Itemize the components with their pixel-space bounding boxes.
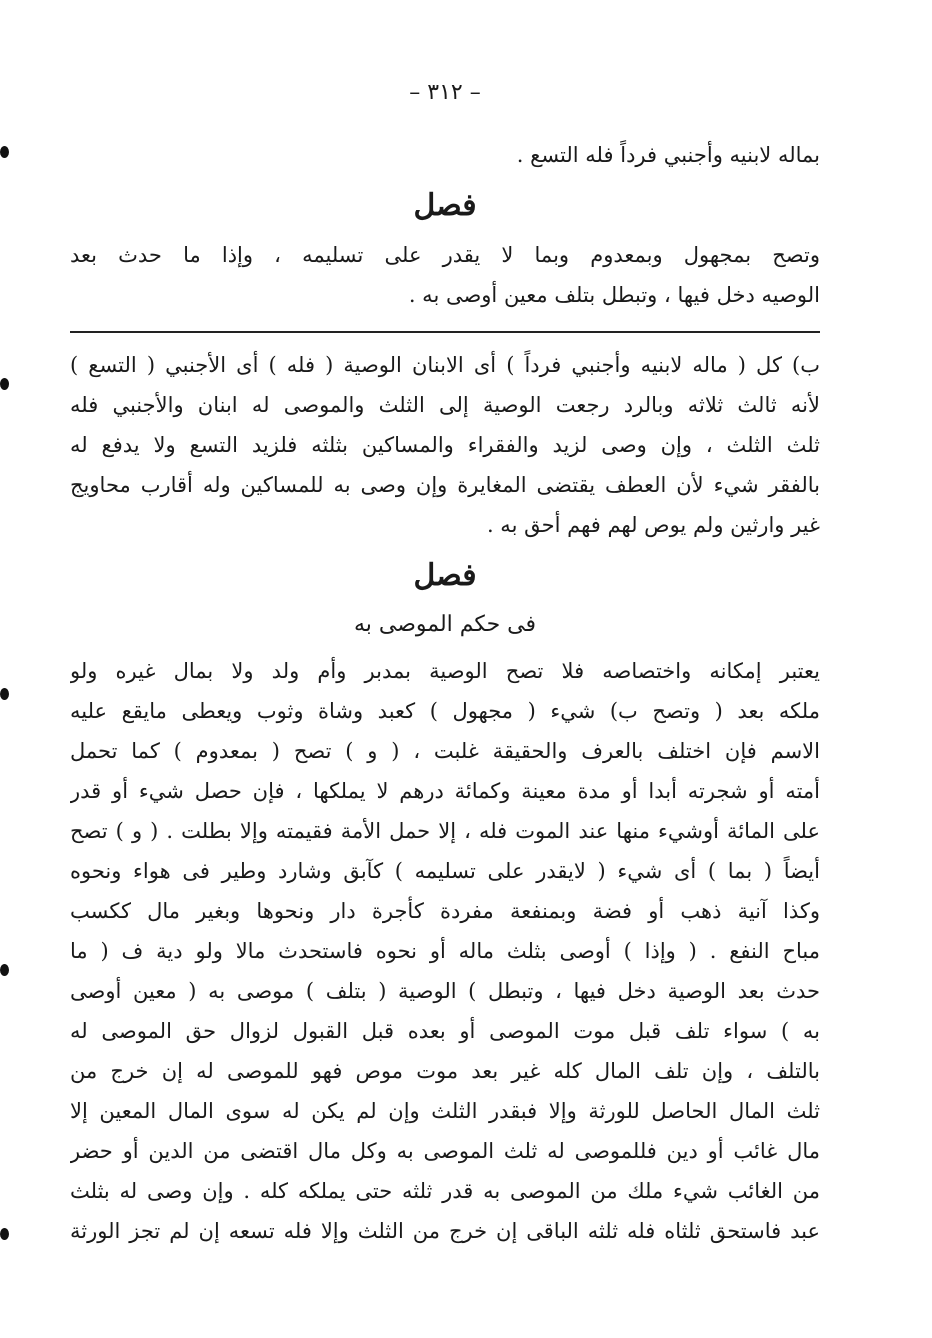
commentary-line: بالفقر شيء لأن العطف يقتضى المغايرة وإن وصى به للمساكين وله أقارب محاويج xyxy=(70,473,820,497)
commentary-line: أمته أو شجرته أبدا أو مدة معينة وكمائة درهم لا يملكها ، فإن حصل شيء أو قدر xyxy=(70,779,820,803)
matn-line: بماله لابنيه وأجنبي فرداً فله التسع . xyxy=(516,143,820,167)
commentary-line: على المائة أوشيء منها عند الموت فله ، إلا حمل الأمة فقيمته وإلا بطلت . ( و ) تصح xyxy=(70,819,820,843)
section-heading: فصل xyxy=(413,558,477,593)
margin-dot xyxy=(0,964,9,976)
commentary-block xyxy=(70,651,820,1251)
margin-dot xyxy=(0,146,9,158)
commentary-line: يعتبر إمكانه واختصاصه فلا تصح الوصية بمدبر وأم ولد ولا بمال غيره ولو xyxy=(70,659,820,683)
commentary-line: بالتلف ، وإن تلف المال كله غير بعد موت موص فهو للموصى له إن خرج من xyxy=(70,1059,820,1083)
commentary-line: وكذا آنية ذهب أو فضة وبمنفعة مفردة كأجرة دار ونحوها وبغير مال ككسب xyxy=(70,899,820,923)
commentary-line: أيضاً ( بما ) أى شيء ( لايقدر على تسليمه ) كآبق وشارد وطير فى هواء ونحوه xyxy=(70,859,820,883)
book-page xyxy=(70,80,820,1251)
commentary-line: به ) سواء تلف قبل موت الموصى أو بعده قبل القبول لزوال حق الموصى له xyxy=(70,1019,820,1043)
matn-line: وتصح بمجهول وبمعدوم وبما لا يقدر على تسليمه ، وإذا ما حدث بعد xyxy=(70,243,820,267)
commentary-line: ب) كل ( ماله لابنيه وأجنبي فرداً ) أى الابنان الوصية ( فله ) أى الأجنبي ( التسع ) xyxy=(70,353,820,377)
commentary-line: ملكه بعد ( وتصح ب) شيء ( مجهول ) كعبد وشاة وثوب ويعطى مايقع عليه xyxy=(70,699,820,723)
commentary-line: مباح النفع . ( وإذا ) أوصى بثلث ماله أو نحوه فاستحدث مالا ولو دية ف ( ما xyxy=(70,939,820,963)
commentary-line: ثلث المال الحاصل للورثة وإلا فبقدر الثلث وإن لم يكن له سوى المال المعين إلا xyxy=(70,1099,820,1123)
page-number: – ٣١٢ – xyxy=(409,80,481,105)
commentary-line: حدث بعد الوصية دخل فيها ، وتبطل ) الوصية ( بتلف ) موصى به ( معين أوصى xyxy=(70,979,820,1003)
commentary-line: مال غائب أو دين فللموصى له ثلث الموصى به وكل مال اقتضى من الدين أو حضر xyxy=(70,1139,820,1163)
commentary-line: الاسم فإن اختلف بالعرف والحقيقة غلبت ، ( و ) تصح ( بمعدوم ) كما تحمل xyxy=(70,739,820,763)
margin-dot xyxy=(0,378,9,390)
section-subtitle: فى حكم الموصى به xyxy=(353,612,537,637)
divider-rule xyxy=(70,331,820,333)
matn-line: الوصيه دخل فيها ، وتبطل بتلف معين أوصى به . xyxy=(408,283,820,307)
commentary-line: ثلث الثلث ، وإن وصى لزيد والفقراء والمساكين بثلثه فلزيد التسع ولا يدفع له xyxy=(70,433,820,457)
commentary-line: لأنه ثالث ثلاثه وبالرد رجعت الوصية إلى الثلث والموصى له ابنان والأجنبي فله xyxy=(70,393,820,417)
commentary-line: عبد فاستحق ثلثاه فله ثلثه الباقى إن خرج من الثلث وإلا فله تسعه إن لم تجز الورثة xyxy=(70,1219,820,1243)
commentary-line: غير وارثين ولم يوص لهم فهم أحق به . xyxy=(486,513,820,537)
commentary-block xyxy=(70,345,820,545)
margin-dot xyxy=(0,1228,9,1240)
commentary-line: من الغائب شيء ملك من الموصى به قدر ثلثه حتى يملكه كله . وإن وصى له بثلث xyxy=(70,1179,820,1203)
margin-dot xyxy=(0,688,9,700)
section-heading: فصل xyxy=(413,188,477,223)
